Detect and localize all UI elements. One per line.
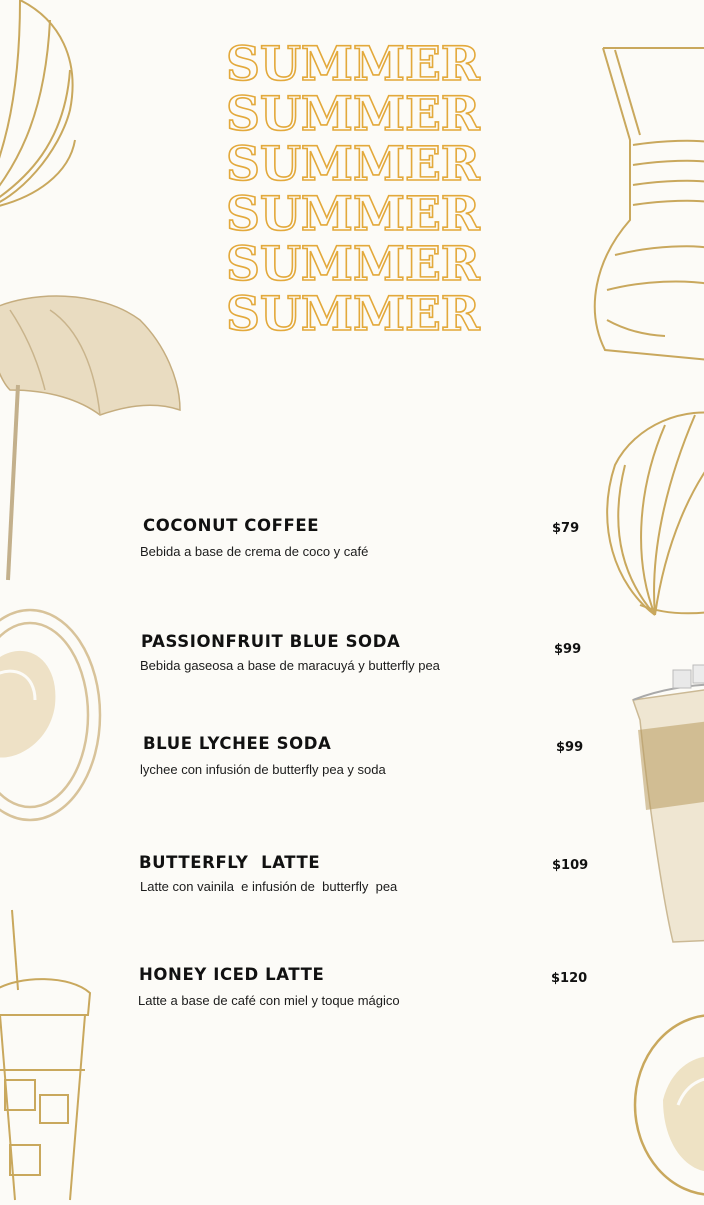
chemex-icon [585, 40, 704, 370]
summer-title-line: SUMMER [226, 187, 480, 242]
menu-item-description: Bebida gaseosa a base de maracuyá y butterfly pea [140, 658, 440, 673]
menu-item-description: Bebida a base de crema de coco y café [140, 544, 369, 559]
menu-item-description: lychee con infusión de butterfly pea y soda [140, 762, 386, 777]
menu-item-description: Latte a base de café con miel y toque mágico [138, 993, 400, 1008]
summer-title-line: SUMMER [226, 287, 480, 342]
menu-item-name: BUTTERFLY LATTE [139, 853, 321, 872]
summer-title-line: SUMMER [226, 237, 480, 292]
latte-cup-icon [633, 1010, 704, 1200]
latte-cup-icon [0, 605, 110, 830]
menu-item-price: $109 [552, 858, 589, 873]
summer-title-line: SUMMER [226, 37, 480, 92]
menu-item-description: Latte con vainila e infusión de butterfly pea [140, 879, 398, 894]
iced-drink-icon [628, 660, 704, 945]
summer-title-line: SUMMER [226, 87, 480, 142]
beach-umbrella-icon [0, 290, 190, 585]
menu-item-name: HONEY ICED LATTE [139, 965, 325, 984]
seashell-icon [0, 0, 100, 220]
summer-title-line: SUMMER [226, 137, 480, 192]
seashell-icon [595, 405, 704, 620]
menu-item-price: $99 [554, 642, 582, 657]
summer-title-stack [226, 37, 516, 342]
menu-item-name: COCONUT COFFEE [143, 516, 320, 535]
menu-item-name: BLUE LYCHEE SODA [143, 734, 332, 753]
menu-item-price: $99 [556, 740, 584, 755]
menu-item-price: $120 [551, 971, 588, 986]
iced-drink-icon [0, 905, 100, 1205]
menu-item-name: PASSIONFRUIT BLUE SODA [141, 632, 401, 651]
menu-item-price: $79 [552, 521, 580, 536]
